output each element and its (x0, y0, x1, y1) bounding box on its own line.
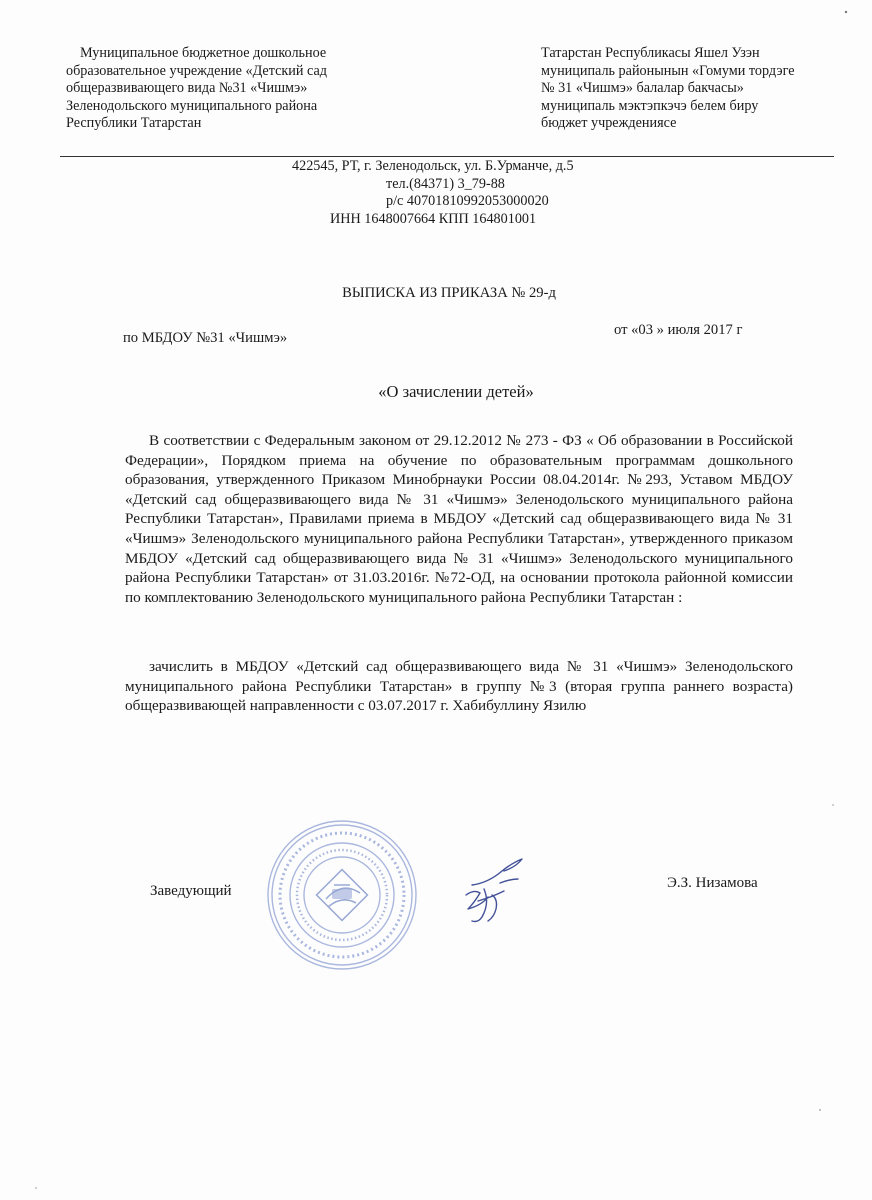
document-title: ВЫПИСКА ИЗ ПРИКАЗА № 29-д (342, 285, 556, 301)
header-left-block (66, 45, 396, 133)
header-right-block (541, 45, 861, 133)
order-preamble-paragraph: В соответствии с Федеральным законом от 29.12.2012 № 273 - ФЗ « Об образовании в Российской Федерации», Порядком приема на обучение по образовательным программам дошкольного образования, утвержденного Приказом Минобрнауки России 08.04.2014г. №293, Уставом МБДОУ «Детский сад общеразвивающего вида № 31 «Чишмэ» Зеленодольского муниципального района Республики Татарстан», Правилами приема в МБДОУ «Детский сад общеразвивающего вида № 31 «Чишмэ» Зеленодольского муниципального района Республики Татарстан», утвержденного приказом МБДОУ «Детский сад общеразвивающего вида № 31 «Чишмэ» Зеленодольского муниципального района Республики Татарстан» от 31.03.2016г. №72-ОД, на основании протокола районной комиссии по комплектованию Зеленодольского муниципального района Республики Татарстан : (125, 432, 793, 606)
order-decision-paragraph: зачислить в МБДОУ «Детский сад общеразвивающего вида № 31 «Чишмэ» Зеленодольского муниципального района Республики Татарстан» в группу №3 (вторая группа раннего возраста) общеразвивающей направленности с 03.07.2017 г. Хабибуллину Язилю (125, 658, 793, 715)
contact-block (200, 158, 700, 228)
header-right-line: Татарстан Республикасы Яшел Узэн (541, 45, 760, 61)
contact-inn-kpp: ИНН 1648007664 КПП 164801001 (330, 210, 537, 227)
signatory-role: Заведующий (150, 883, 232, 899)
header-left-line: общеразвивающего вида №31 «Чишмэ» (66, 80, 308, 97)
handwritten-signature-icon (448, 855, 538, 930)
header-divider (60, 156, 834, 157)
contact-phone: тел.(84371) 3_79-88 (386, 175, 505, 192)
order-date: от «03 » июля 2017 г (614, 322, 743, 338)
header-right-line: бюджет учреждениясе (541, 115, 677, 132)
header-right-line: муниципаль мэктэпкэчэ белем биру (541, 97, 759, 114)
header-left-line: Республики Татарстан (66, 115, 202, 132)
organization-reference: по МБДОУ №31 «Чишмэ» (123, 330, 288, 346)
official-stamp-icon (262, 815, 422, 975)
header-right-line: муниципаль районынын «Гомуми тордэге (541, 62, 795, 79)
header-left-line: образовательное учреждение «Детский сад (66, 62, 328, 79)
header-left-line: Зеленодольского муниципального района (66, 97, 318, 114)
signatory-name: Э.З. Низамова (667, 875, 758, 891)
contact-address: 422545, РТ, г. Зеленодольск, ул. Б.Урманче, д.5 (292, 158, 574, 174)
order-subject: «О зачислении детей» (378, 382, 534, 401)
header-left-line: Муниципальное бюджетное дошкольное (80, 45, 327, 61)
contact-account: р/с 40701810992053000020 (386, 193, 549, 210)
header-right-line: № 31 «Чишмэ» балалар бакчасы» (541, 80, 744, 97)
